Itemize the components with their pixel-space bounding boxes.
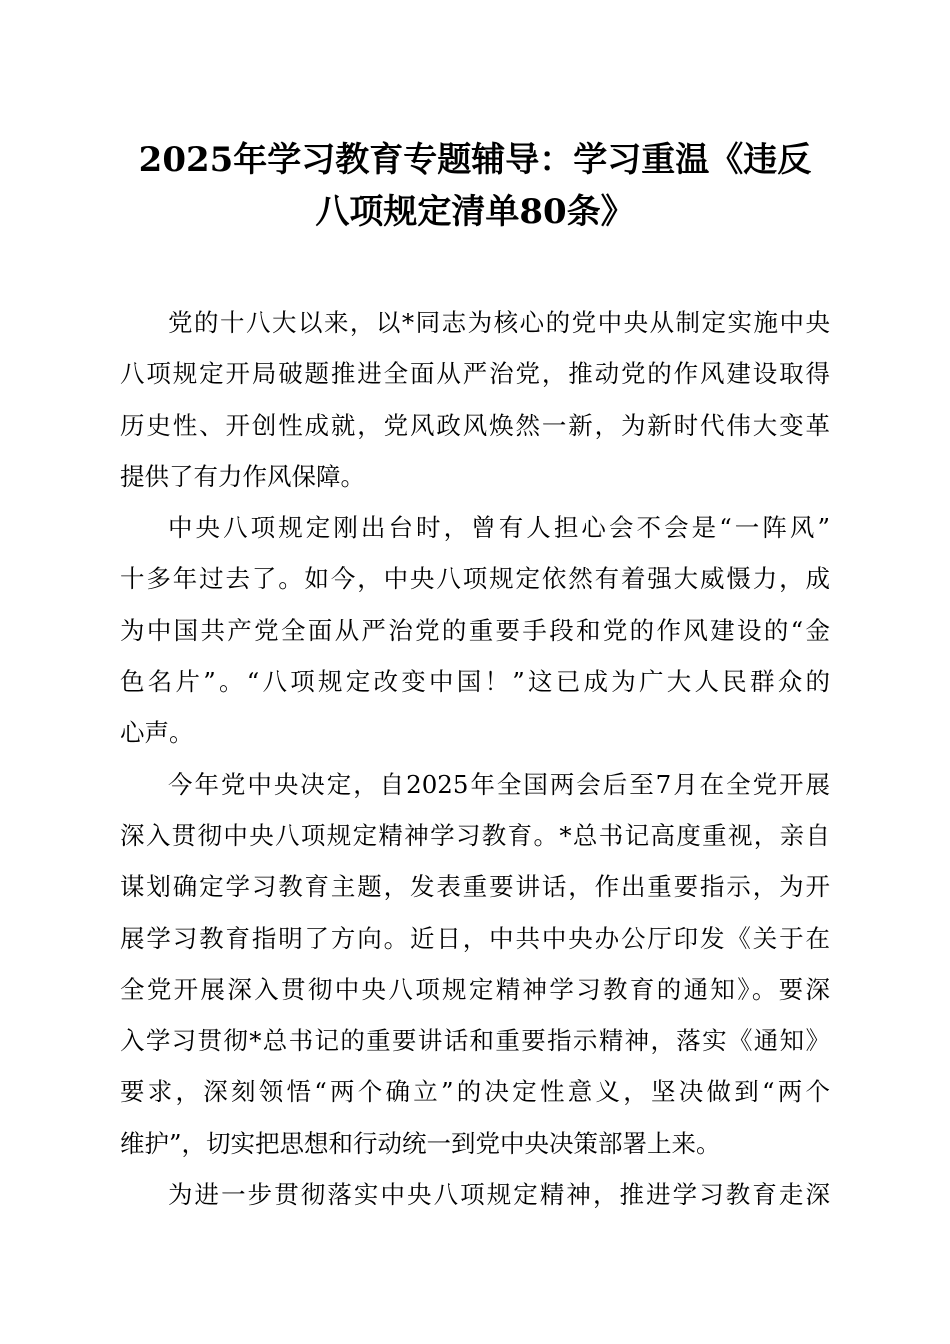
text-line: 入学习贯彻*总书记的重要讲话和重要指示精神，落实《通知》 <box>120 1026 830 1056</box>
text-line: 党的十八大以来，以*同志为核心的党中央从制定实施中央 <box>168 308 830 337</box>
text-line: 谋划确定学习教育主题，发表重要讲话，作出重要指示，为开 <box>120 872 830 902</box>
document-title <box>100 134 850 238</box>
text-line: 展学习教育指明了方向。近日，中共中央办公厅印发《关于在 <box>120 923 830 953</box>
text-line: 深入贯彻中央八项规定精神学习教育。*总书记高度重视，亲自 <box>120 820 830 850</box>
text-line: 为中国共产党全面从严治党的重要手段和党的作风建设的“金 <box>120 615 830 645</box>
text-line: 中央八项规定刚出台时，曾有人担心会不会是“一阵风” <box>168 513 830 543</box>
text-line: 心声。 <box>120 718 194 748</box>
paragraph <box>120 1169 830 1220</box>
text-line: 十多年过去了。如今，中央八项规定依然有着强大威慑力，成 <box>120 564 830 594</box>
text-line: 全党开展深入贯彻中央八项规定精神学习教育的通知》。要深 <box>120 974 830 1004</box>
paragraph <box>120 297 830 502</box>
text-line: 为进一步贯彻落实中央八项规定精神，推进学习教育走深 <box>168 1180 830 1210</box>
text-line: 历史性、开创性成就，党风政风焕然一新，为新时代伟大变革 <box>120 410 830 440</box>
text-line: 色名片”。“八项规定改变中国！”这已成为广大人民群众的 <box>120 667 830 697</box>
text-line: 提供了有力作风保障。 <box>120 461 365 491</box>
paragraph <box>120 502 830 758</box>
text-line: 维护”，切实把思想和行动统一到党中央决策部署上来。 <box>120 1128 721 1158</box>
text-line: 八项规定开局破题推进全面从严治党，推动党的作风建设取得 <box>120 359 830 389</box>
document-body <box>120 297 830 1220</box>
title-line: 2025年学习教育专题辅导：学习重温《违反 <box>138 140 812 180</box>
title-line: 八项规定清单80条》 <box>315 192 635 232</box>
paragraph <box>120 759 830 1169</box>
text-line: 要求，深刻领悟“两个确立”的决定性意义，坚决做到“两个 <box>120 1077 830 1107</box>
text-line: 今年党中央决定，自2025年全国两会后至7月在全党开展 <box>168 769 830 799</box>
